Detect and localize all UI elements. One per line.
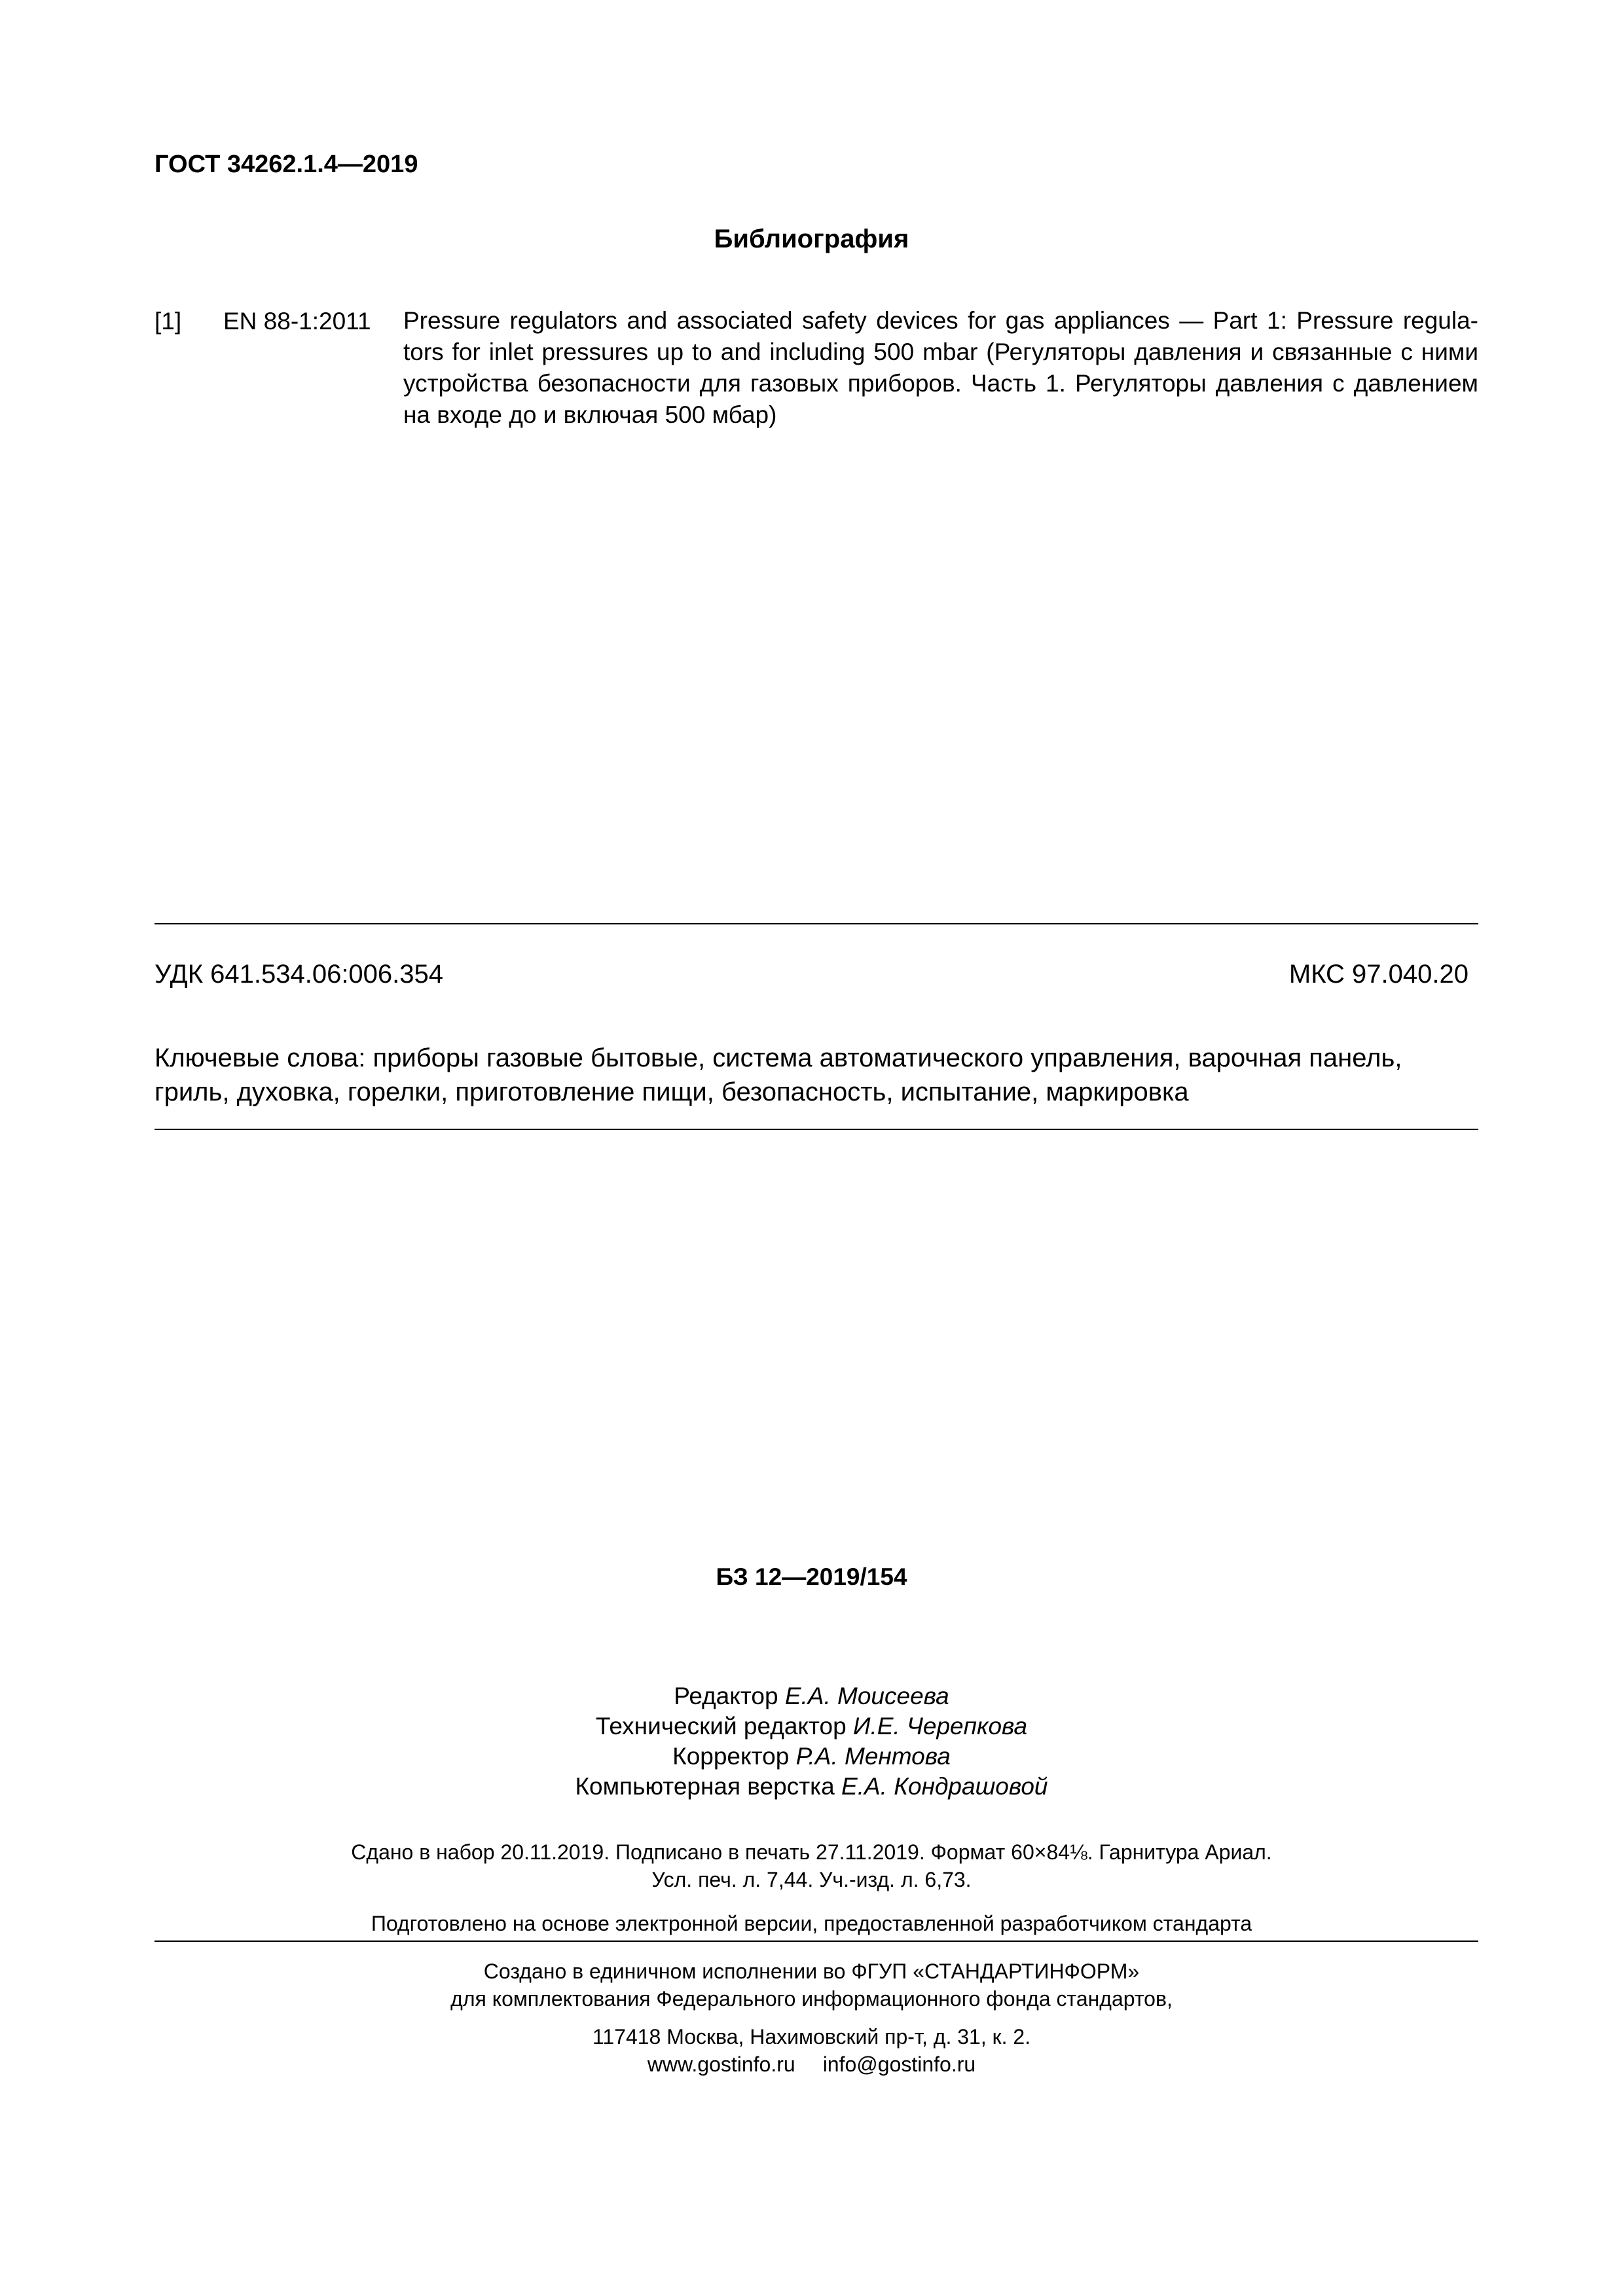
credit-tech-editor: Технический редактор И.Е. Черепкова <box>595 1713 1028 1740</box>
prepared-note: Подготовлено на основе электронной версии, предоставленной разработчиком стандарта <box>371 1912 1252 1935</box>
email-link[interactable]: info@gostinfo.ru <box>822 2052 976 2076</box>
credits <box>0 1681 1623 1802</box>
address-line: 117418 Москва, Нахимовский пр-т, д. 31, к. 2. <box>592 2025 1031 2049</box>
keywords-line: гриль, духовка, горелки, приготовление пищи, безопасность, испытание, маркировка <box>155 1078 1189 1106</box>
website-link[interactable]: www.gostinfo.ru <box>647 2052 795 2076</box>
bz-number: БЗ 12—2019/154 <box>716 1563 907 1590</box>
print-details-line: Сдано в набор 20.11.2019. Подписано в печать 27.11.2019. Формат 60×84⅛. Гарнитура Ариал. <box>351 1840 1272 1864</box>
publisher-line: Создано в единичном исполнении во ФГУП «СТАНДАРТИНФОРМ» <box>483 1959 1140 1983</box>
divider-keywords <box>155 1129 1478 1130</box>
document-number: ГОСТ 34262.1.4—2019 <box>155 151 418 178</box>
reference-code: EN 88-1:2011 <box>223 308 371 335</box>
udk-code: УДК 641.534.06:006.354 <box>155 960 444 989</box>
reference-number: [1] <box>155 308 182 335</box>
reference-line: tors for inlet pressures up to and including 500 mbar (Регуляторы давления и связанные с ними <box>403 338 1478 365</box>
print-details-line: Усл. печ. л. 7,44. Уч.-изд. л. 6,73. <box>651 1868 972 1891</box>
keywords <box>155 1041 1478 1109</box>
reference-line: на входе до и включая 500 мбар) <box>403 401 777 428</box>
keywords-line: Ключевые слова: приборы газовые бытовые, система автоматического управления, варочная панель, <box>155 1044 1402 1072</box>
divider-publisher <box>155 1941 1478 1942</box>
contact-line <box>0 2050 1623 2078</box>
bibliography-title: Библиография <box>714 225 909 253</box>
credit-proofreader: Корректор Р.А. Ментова <box>672 1743 951 1770</box>
publisher-address <box>0 2023 1623 2078</box>
reference-description <box>403 305 1478 431</box>
publisher-info <box>0 1958 1623 2013</box>
credit-editor: Редактор Е.А. Моисеева <box>674 1683 949 1709</box>
print-details <box>0 1838 1623 1893</box>
publisher-line: для комплектования Федерального информационного фонда стандартов, <box>450 1987 1173 2011</box>
credit-layout: Компьютерная верстка Е.А. Кондрашовой <box>575 1773 1048 1800</box>
reference-line: Pressure regulators and associated safety devices for gas appliances — Part 1: Pressure regula- <box>403 307 1478 334</box>
mks-code: МКС 97.040.20 <box>1288 960 1468 989</box>
reference-line: устройства безопасности для газовых приборов. Часть 1. Регуляторы давления с давлением <box>403 370 1478 397</box>
divider-top <box>155 923 1478 924</box>
